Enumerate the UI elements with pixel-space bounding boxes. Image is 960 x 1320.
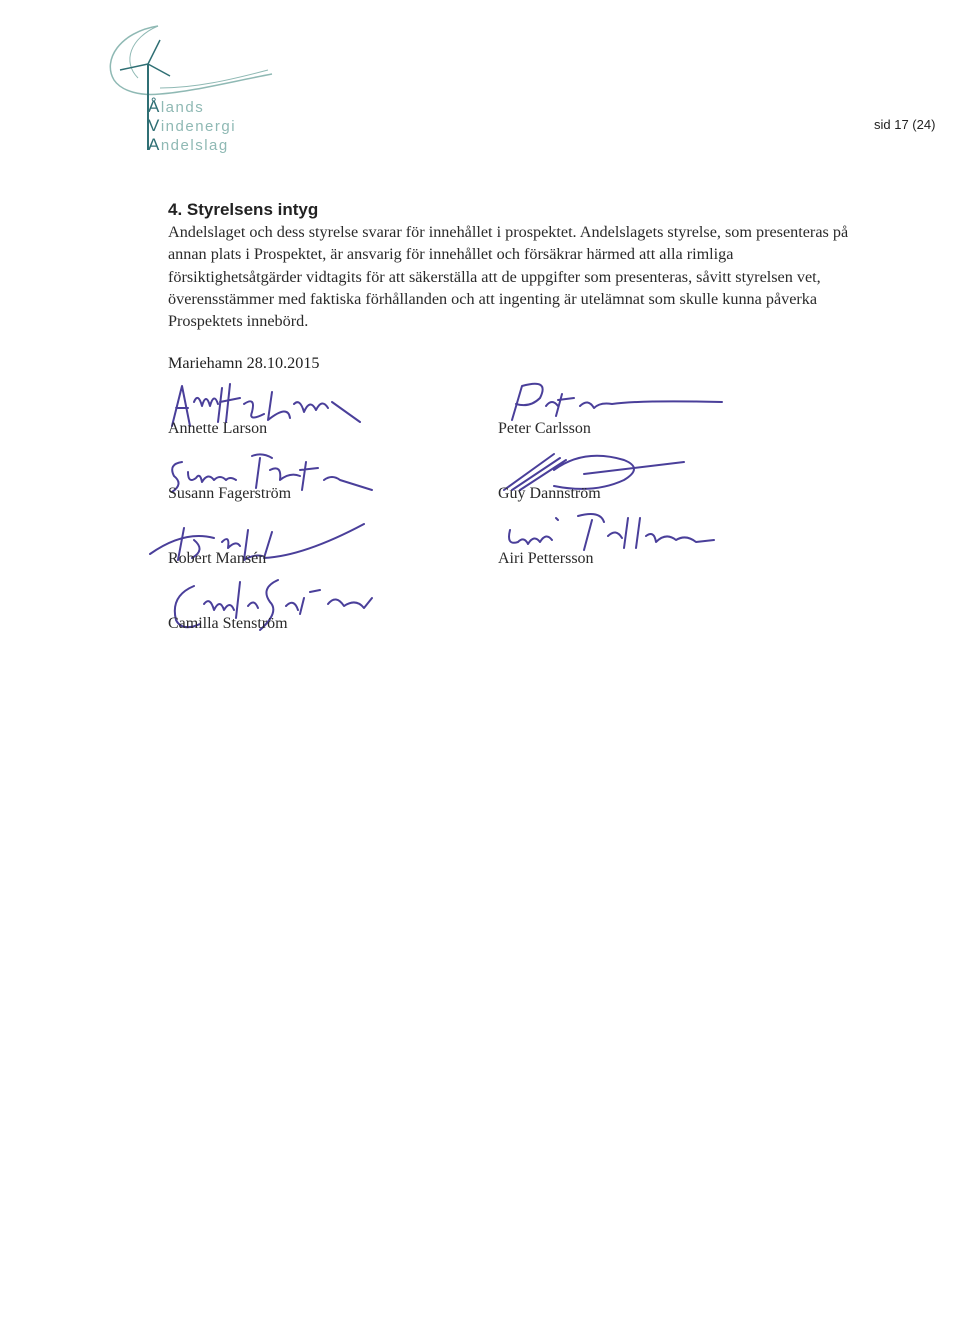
body-line: försiktighetsåtgärder vidtagits för att säkerställa att de uppgifter som presenteras, såvitt styrelsen vet, (168, 267, 821, 286)
signature-peter-carlsson (500, 376, 730, 426)
body-line: Andelslaget och dess styrelse svarar för innehållet i prospektet. Andelslagets styrelse, som presenteras på (168, 223, 849, 241)
body-line: annan plats i Prospektet, är ansvarig för innehållet och försäkrar härmed att alla rimliga (168, 245, 734, 264)
logo-line-1: Ålands (148, 97, 205, 116)
company-logo (100, 18, 290, 158)
signatory-name: Annette Larson (168, 420, 268, 437)
section-heading: 4. Styrelsens intyg (168, 200, 319, 219)
signatory-name: Susann Fagerström (168, 485, 292, 502)
section-body (168, 221, 888, 332)
body-line: överensstämmer med faktiska förhållanden och att ingenting är utelämnat som skulle kunna påverka (168, 289, 818, 308)
signatory-name: Camilla Stenström (168, 615, 288, 632)
signatory-name: Peter Carlsson (498, 420, 591, 437)
signature-airi-pettersson (500, 506, 720, 556)
logo-line-2: Vindenergi (148, 116, 237, 135)
signatory-name: Robert Mansén (168, 550, 267, 567)
signatory-name: Guy Dannström (498, 485, 601, 502)
signatory-name: Airi Pettersson (498, 550, 594, 567)
place-date: Mariehamn 28.10.2015 (168, 354, 320, 372)
logo-line-3: Andelslag (148, 135, 229, 154)
body-line: Prospektets innebörd. (168, 312, 309, 331)
